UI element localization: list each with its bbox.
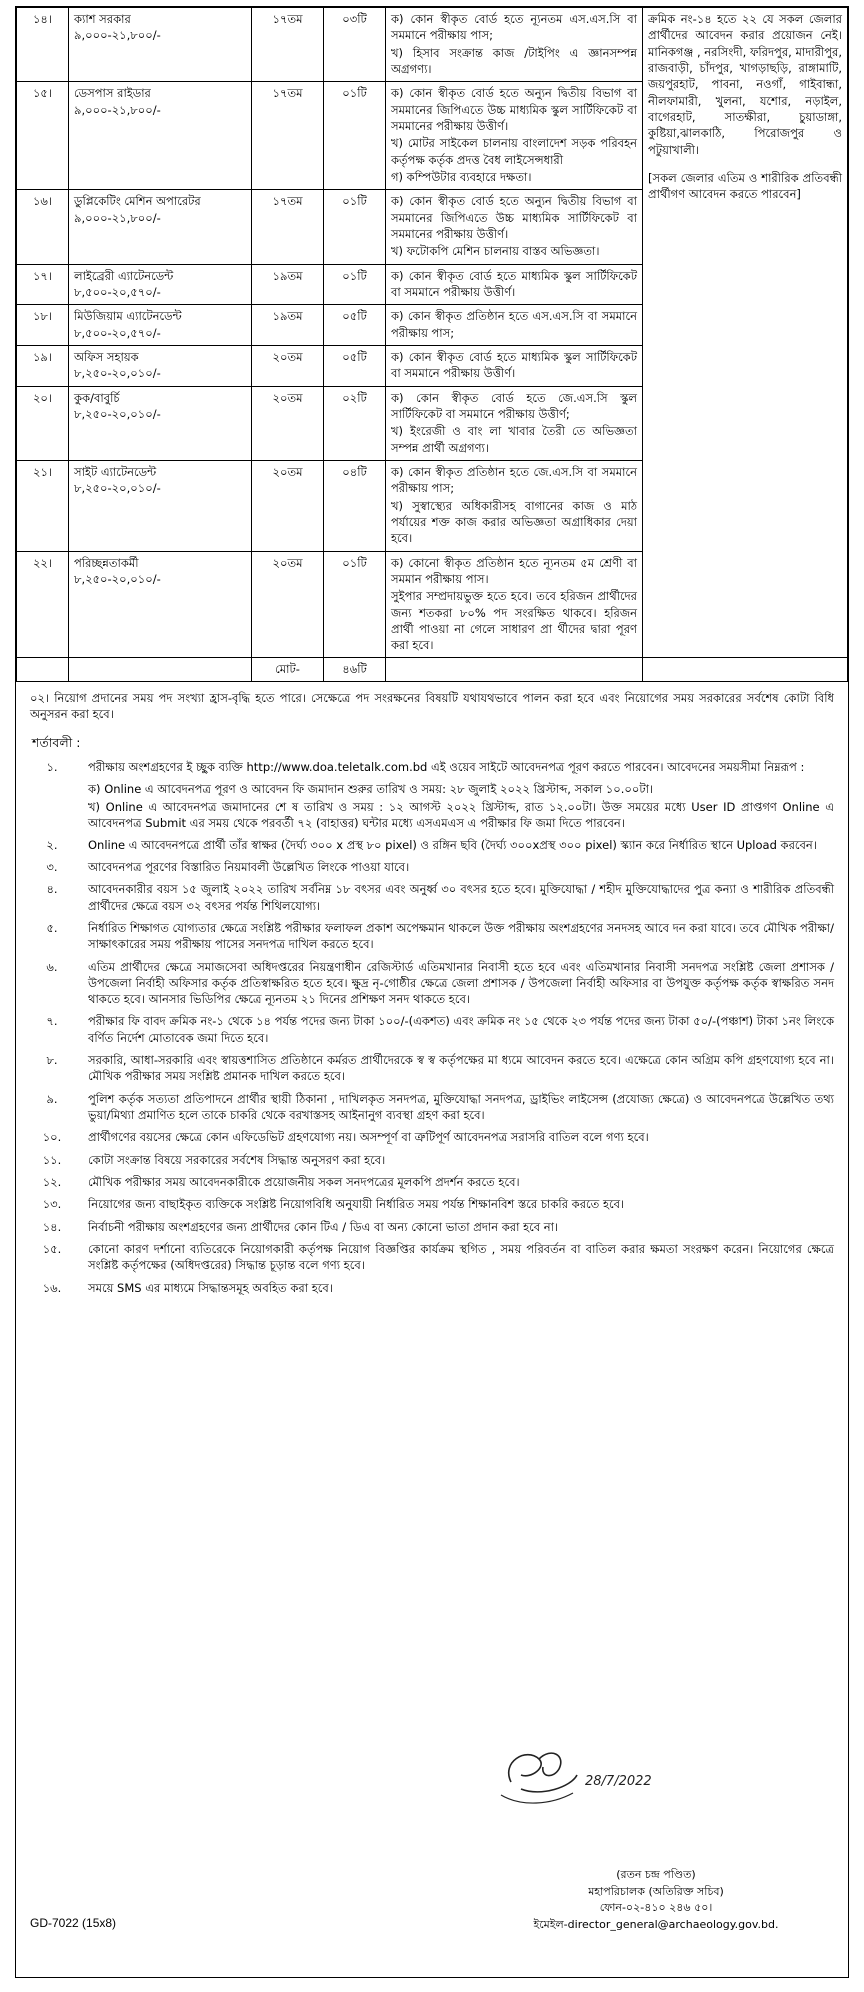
pay-scale: ৮,২৫০-২০,০১০/- [74,406,161,421]
qualification-line: ক) কোন স্বীকৃত বোর্ড হতে মাধ্যমিক স্কুল সার্টিফিকেট বা সমমানে পরীক্ষায় উত্তীর্ণ। [391,268,637,299]
term-text: পরীক্ষায় অংশগ্রহণের ই চ্ছুক ব্যক্তি http://www.doa.teletalk.com.bd এই ওয়েব সাইটে আবেদনপত্র পূরণ করতে পারবেন। আবেদনের সময়সীমা নিম্নরূপ : [88,760,805,775]
notice-paragraph-2: ০২। নিয়োগ প্রদানের সময় পদ সংখ্যা হ্রাস-বৃদ্ধি হতে পারে। সেক্ষেত্রে পদ সংরক্ষনের বিষয়টি যথাযথভাবে পালন করা হবে এবং নিয়োগের সময় সরকারের সর্বশেষ কোটা বিধি অনুসরন করা হবে। [30,690,834,722]
term-number: ১. [46,760,58,775]
term-text: নিয়োগের জন্য বাছাইকৃত ব্যক্তিকে সংশ্লিষ্ট নিয়োগবিধি অনুযায়ী নির্ধারিত সময় পর্যন্ত শিক্ষানবিশ স্তরে চাকরি করতে হবে। [88,1197,625,1212]
term-text: পরীক্ষার ফি বাবদ ক্রমিক নং-১ থেকে ১৪ পর্যন্ত পদের জন্য টাকা ১০০/-(একশত) এবং ক্রমিক নং ১৫ থেকে ২৩ পর্যন্ত পদের জন্য টাকা ৫০/-(পঞ্চাশ) টাকা ১নং লিংকে বর্ণিত নির্দেশ মোতাবেক জমা দিতে হবে। [88,1014,834,1045]
signer-name: (রতন চন্দ্র পণ্ডিত) [616,1868,696,1881]
term-text: আবেদনকারীর বয়স ১৫ জুলাই ২০২২ তারিখ সর্বনিম্ন ১৮ বৎসর এবং অনুর্ধ্ব ৩০ বৎসর হতে হবে। মুক্তিযোদ্ধা / শহীদ মুক্তিযোদ্ধাদের পুত্র কন্যা ও শারীরিক প্রতিবন্ধী প্রার্থীদের ক্ষেত্রে বয়স ৩২ বৎসর পর্যন্ত শিথিলযোগ্য। [88,882,834,913]
post-count-cell: ০২টি [324,386,386,460]
term-number: ১২. [42,1175,62,1190]
empty-cell [69,658,252,681]
term-number: ৯. [46,1091,58,1106]
qualification-line: খ) ফটোকপি মেশিন চালনায় বাস্তব অভিজ্ঞতা। [391,244,600,259]
pay-scale: ৮,২৫০-২০,০১০/- [74,481,161,496]
term-item [16,1149,848,1171]
qualification-line: ক) কোন স্বীকৃত বোর্ড হতে অন্যুন দ্বিতীয় বিভাগ বা সমমানের জিপিএতে উচ্চ মাধ্যমিক সার্টিফিকেট বা সমমানের পরীক্ষায় উত্তীর্ণ। [391,194,637,241]
term-number: ১০. [42,1130,62,1145]
term-item [16,1277,848,1299]
term-number: ১৩. [42,1197,62,1212]
post-count-cell: ০১টি [324,551,386,658]
signer-phone: ফোন-০২-৪১০ ২৪৬ ৫০। [599,1901,713,1914]
post-name: সাইট এ্যাটেনডেন্ট [74,464,157,479]
empty-cell [17,658,69,681]
post-count-cell: ০৪টি [324,460,386,551]
document-page [15,6,849,1978]
serial-cell: ২২। [17,551,69,658]
signer-designation: মহাপরিচালক (অতিরিক্ত সচিব) [588,1884,724,1898]
post-cell [69,190,252,264]
term-number: ১১. [42,1152,62,1167]
post-count-cell: ০১টি [324,82,386,190]
qualification-cell [386,386,643,460]
qualification-line: ক) কোনো স্বীকৃত প্রতিষ্ঠান হতে ন্যূনতম ৫ম শ্রেণী বা সমমান পরীক্ষায় পাস। [391,555,637,586]
term-text: কোটা সংক্রান্ত বিষয়ে সরকারের সর্বশেষ সিদ্ধান্ত অনুসরণ করা হবে। [88,1152,386,1167]
total-label: মোট- [252,658,324,681]
term-number: ৩. [46,859,58,874]
qualification-line: খ) সুস্বাস্থ্যের অধিকারীসহ বাগানের কাজ ও মাঠ পর্যায়ের শক্ত কাজ করার অভিজ্ঞতা অগ্রাধিকার দেয়া হবে। [391,498,637,546]
pay-scale: ৯,০০০-২১,৮০০/- [74,210,161,225]
terms-heading: শর্তাবলী : [32,735,81,751]
grade-cell: ২০তম [252,386,324,460]
serial-cell: ১৭। [17,264,69,305]
term-number: ৬. [46,959,58,974]
serial-cell: ২০। [17,386,69,460]
grade-cell: ২০তম [252,345,324,386]
post-name: মিউজিয়াম এ্যাটেনডেন্ট [74,309,182,324]
post-name: পরিচ্ছন্নতাকর্মী [74,555,139,570]
term-text: Online এ আবেদনপত্রে প্রার্থী তাঁর স্বাক্ষর (দৈর্ঘ্য ৩০০ x প্রস্থ ৮০ pixel) ও রঙ্গিন ছবি (দৈর্ঘ্য ৩০০xপ্রস্থ ৩০০ pixel) স্ক্যান করে নির্ধারিত স্থানে Upload করবেন। [88,837,817,852]
term-item [16,1126,848,1148]
term-item [16,1216,848,1238]
post-count-cell: ০৩টি [324,8,386,82]
vacancy-table [16,7,848,682]
term-number: ৪. [46,882,58,897]
term-sub-item: ক) Online এ আবেদনপত্র পূরণ ও আবেদন ফি জমাদান শুরুর তারিখ ও সময়: ২৮ জুলাই ২০২২ খ্রিস্টাব্দ, সকাল ১০.০০টা। [88,781,654,796]
post-count-cell: ০৫টি [324,345,386,386]
term-item [16,956,848,1011]
post-cell [69,386,252,460]
table-row [17,8,848,82]
pay-scale: ৯,০০০-২১,৮০০/- [74,102,161,117]
post-name: লাইব্রেরী এ্যাটেনডেন্ট [74,268,174,283]
term-text: নির্ধারিত শিক্ষাগত যোগ্যতার ক্ষেত্রে সংশ্লিষ্ট পরীক্ষার ফলাফল প্রকাশ অপেক্ষমান থাকলে উক্ত পরীক্ষায় অংশগ্রহণের সনদসহ আবে দন করা যাবে। তবে মৌখিক পরীক্ষা/ সাক্ষাৎকারের সময় পরীক্ষায় পাসের সনদপত্র দাখিল করতে হবে। [88,920,834,952]
qualification-cell [386,82,643,190]
pay-scale: ৯,০০০-২১,৮০০/- [74,28,161,43]
qualification-line: ক) কোন স্বীকৃত বোর্ড হতে মাধ্যমিক স্কুল সার্টিফিকেট বা সমমানে পরীক্ষায় উত্তীর্ণ। [391,349,637,381]
post-name: অফিস সহায়ক [74,349,139,364]
term-number: ৭. [46,1014,58,1029]
qualification-line: সুইপার সম্প্রদায়ভুক্ত হতে হবে। তবে হরিজন প্রার্থীদের জন্য শতকরা ৮০% পদ সংরক্ষিত থাকবে। হরিজন প্রার্থী পাওয়া না গেলে সাধারণ প্রা র্থীদের দ্বারা পূরণ করা হবে। [391,589,637,653]
term-text: এতিম প্রার্থীদের ক্ষেত্রে সমাজসেবা অধিদপ্তরের নিয়ন্ত্রণাধীন রেজিস্টার্ড এতিমখানার নিবাসী হতে হবে এবং এতিমখানার নিবাসী সনদপত্র সংশ্লিষ্ট জেলা প্রশাসক / উপজেলা নির্বাহী অফিসার কর্তৃক প্রতিস্বাক্ষরিত হতে হবে। ক্ষুদ্র নৃ-গোষ্ঠীর ক্ষেত্রে জেলা প্রশাসক / উপজেলা নির্বাহী অফিসার বা উপযুক্ত কর্তৃপক্ষ কর্তৃক স্বাক্ষরিত সনদ থাকতে হবে। আনসার ভিডিপির ক্ষেত্রে ন্যূনতম ২১ দিনের প্রশিক্ষণ সনদ থাকতে হবে। [88,959,834,1007]
term-text: পুলিশ কর্তৃক সত্যতা প্রতিপাদনে প্রার্থীর স্থায়ী ঠিকানা , দাখিলকৃত সনদপত্র, মুক্তিযোদ্ধা সনদপত্র, ড্রাইভিং লাইসেন্স (প্রযোজ্য ক্ষেত্রে) ও আবেদনপত্রে উল্লেখিত তথ্য ভুয়া/মিথ্যা প্রমাণিত হলে তাকে চাকরি থেকে বরখাস্তসহ আইনানুগ ব্যবস্থা গ্রহণ করা হবে। [88,1091,834,1123]
terms-list [16,756,848,1299]
orphan-disabled-note: [সকল জেলার এতিম ও শারীরিক প্রতিবন্ধী প্রার্থীগণ আবেদন করতে পারবেন] [648,170,842,202]
post-cell [69,460,252,551]
term-text: কোনো কারণ দর্শানো ব্যতিরেকে নিয়োগকারী কর্তৃপক্ষ নিয়োগ বিজ্ঞপ্তির কার্যক্রম স্থগিত , সময় পরিবর্তন বা বাতিল করার ক্ষমতা সংরক্ষণ করেন। নিয়োগের ক্ষেত্রে সংশ্লিষ্ট কর্তৃপক্ষের (অধিদপ্তরের) সিদ্ধান্ত চূড়ান্ত বলে গণ্য হবে। [88,1242,834,1273]
term-text: সময়ে SMS এর মাধ্যমে সিদ্ধান্তসমূহ অবহিত করা হবে। [88,1280,333,1295]
term-text: সরকারি, আধা-সরকারি এবং স্বায়ত্তশাসিত প্রতিষ্ঠানে কর্মরত প্রার্থীদেরকে স্ব স্ব কর্তৃপক্ষের মা ধ্যমে আবেদন করতে হবে। এক্ষেত্রে কোন অগ্রিম কপি গ্রহণযোগ্য হবে না। মৌখিক পরীক্ষার সময় সংশ্লিষ্ট প্রমানক দাখিল করতে হবে। [88,1053,834,1084]
grade-cell: ১৯তম [252,264,324,305]
empty-cell [643,658,848,681]
grade-cell: ২০তম [252,551,324,658]
pay-scale: ৮,২৫০-২০,০১০/- [74,571,161,586]
term-item [16,756,848,778]
term-text: প্রার্থীগণের বয়সের ক্ষেত্রে কোন এফিডেভিট গ্রহণযোগ্য নয়। অসম্পূর্ণ বা ত্রুটিপূর্ণ আবেদনপত্র সরাসরি বাতিল বলে গণ্য হবে। [88,1130,649,1145]
pay-scale: ৮,২৫০-২০,০১০/- [74,366,161,381]
term-text: মৌখিক পরীক্ষার সময় আবেদনকারীকে প্রয়োজনীয় সকল সনদপত্রের মূলকপি প্রদর্শন করতে হবে। [88,1175,520,1190]
term-item [16,1049,848,1088]
footer [16,1717,848,1977]
post-cell [69,82,252,190]
qualification-line: ক) কোন স্বীকৃত বোর্ড হতে অন্যুন দ্বিতীয় বিভাগ বা সমমানের জিপিএতে উচ্চ মাধ্যমিক স্কুল সার্টিফিকেট বা সমমানের পরীক্ষায় উত্তীর্ণ। [391,86,637,133]
term-item [16,1010,848,1049]
term-number: ২. [46,837,58,852]
term-number: ৮. [46,1053,58,1068]
term-number: ১৪. [42,1219,62,1234]
qualification-line: ক) কোন স্বীকৃত প্রতিষ্ঠান হতে এস.এস.সি বা সমমানে পরীক্ষায় পাস; [391,309,637,340]
qualification-cell [386,551,643,658]
district-restriction-text: ক্রমিক নং-১৪ হতে ২২ যে সকল জেলার প্রার্থীদের আবেদন করার প্রয়োজন নেই। মানিকগঞ্জ , নরসিংদী, ফরিদপুর, মাদারীপুর, রাজবাড়ী, চাঁদপুর, খাগড়াছড়ি, রাঙ্গামাটি, জয়পুরহাট, পাবনা, নওগাঁ, গাইবান্ধা, নীলফামারী, খুলনা, যশোর, নড়াইল, বাগেরহাট, সাতক্ষীরা, চুয়াডাঙ্গা, কুষ্টিয়া,ঝালকাঠি, পিরোজপুর ও পটুয়াখালী। [648,12,842,157]
term-item [16,834,848,856]
post-count-cell: ০১টি [324,190,386,264]
qualification-line: ক) কোন স্বীকৃত প্রতিষ্ঠান হতে জে.এস.সি বা সমমানে পরীক্ষায় পাস; [391,464,637,496]
qualification-line: খ) ইংরেজী ও বাং লা খাবার তৈরী তে অভিজ্ঞতা সম্পন্ন প্রার্থী অগ্রগণ্য। [391,424,637,455]
term-number: ১৬. [42,1280,62,1295]
serial-cell: ২১। [17,460,69,551]
term-text: আবেদনপত্র পূরণের বিস্তারিত নিয়মাবলী উল্লেখিত লিংকে পাওয়া যাবে। [88,859,410,874]
serial-cell: ১৫। [17,82,69,190]
qualification-cell [386,190,643,264]
post-cell [69,305,252,346]
term-text: নির্বাচনী পরীক্ষায় অংশগ্রহণের জন্য প্রার্থীদের কোন টিএ / ডিএ বা অন্য কোনো ভাতা প্রদান করা হবে না। [88,1219,559,1234]
pay-scale: ৮,৫০০-২০,৫৭০/- [74,284,161,299]
qualification-line: ক) কোন স্বীকৃত বোর্ড হতে জে.এস.সি স্কুল সার্টিফিকেট বা সমমানে পরীক্ষায় উত্তীর্ণ; [391,390,637,421]
post-name: ক্যাশ সরকার [74,12,131,26]
qualification-cell [386,305,643,346]
grade-cell: ১৯তম [252,305,324,346]
signature-image [481,1727,681,1817]
qualification-line: ক) কোন স্বীকৃত বোর্ড হতে ন্যূনতম এস.এস.সি বা সমমানে পরীক্ষায় পাস; [391,12,637,43]
serial-cell: ১৪। [17,8,69,82]
term-item [16,878,848,917]
qualification-line: গ) কম্পিউটার ব্যবহারে দক্ষতা। [391,169,532,184]
signature-date: 28/7/2022 [585,1774,652,1789]
pay-scale: ৮,৫০০-২০,৫৭০/- [74,325,161,340]
term-item [16,917,848,956]
term-item [16,856,848,878]
qualification-cell [386,345,643,386]
grade-cell: ১৭তম [252,82,324,190]
post-count-cell: ০৫টি [324,305,386,346]
term-number: ৫. [46,920,58,935]
serial-cell: ১৮। [17,305,69,346]
qualification-line: খ) মোটর সাইকেল চালনায় বাংলাদেশ সড়ক পরিবহন কর্তৃপক্ষ কর্তৃক প্রদত্ত বৈধ লাইসেন্সধারী [391,136,637,167]
post-cell [69,345,252,386]
post-cell [69,264,252,305]
post-name: ডেসপাস রাইডার [74,86,151,101]
post-name: ডুপ্লিকেটিং মেশিন অপারেটর [74,194,201,209]
qualification-cell [386,264,643,305]
reference-code: GD-7022 (15x8) [30,1916,117,1930]
term-item [16,1088,848,1127]
grade-cell: ১৭তম [252,190,324,264]
term-number: ১৫. [42,1242,62,1257]
post-name: কুক/বাবুর্চি [74,390,120,405]
qualification-line: খ) হিসাব সংক্রান্ত কাজ /টাইপিং এ জ্ঞানসম্পন্ন অগ্রগণ্য। [391,45,637,76]
grade-cell: ১৭তম [252,8,324,82]
term-item [16,1238,848,1277]
remarks-cell [643,8,848,658]
handwritten-signature [481,1727,681,1817]
post-cell [69,551,252,658]
signer-email: ইমেইল-director_general@archaeology.gov.bd. [533,1917,779,1931]
term-sub-item: খ) Online এ আবেদনপত্র জমাদানের শে ষ তারিখ ও সময় : ১২ আগস্ট ২০২২ খ্রিস্টাব্দ, রাত ১২.০০টা। উক্ত সময়ের মধ্যে User ID প্রাপ্তগণ Online এ আবেদনপত্র Submit এর সময় থেকে পরবর্তী ৭২ (বাহাত্তর) ঘন্টার মধ্যে এসএমএস এ পরীক্ষার ফি জমা দিতে পারবেন। [88,799,834,831]
total-value: ৪৬টি [324,658,386,681]
term-item [16,1193,848,1215]
post-count-cell: ০১টি [324,264,386,305]
qualification-cell [386,8,643,82]
post-cell [69,8,252,82]
total-row [17,658,848,681]
grade-cell: ২০তম [252,460,324,551]
term-item [16,1171,848,1193]
empty-cell [386,658,643,681]
qualification-cell [386,460,643,551]
signer-block [471,1867,841,1933]
serial-cell: ১৯। [17,345,69,386]
serial-cell: ১৬। [17,190,69,264]
